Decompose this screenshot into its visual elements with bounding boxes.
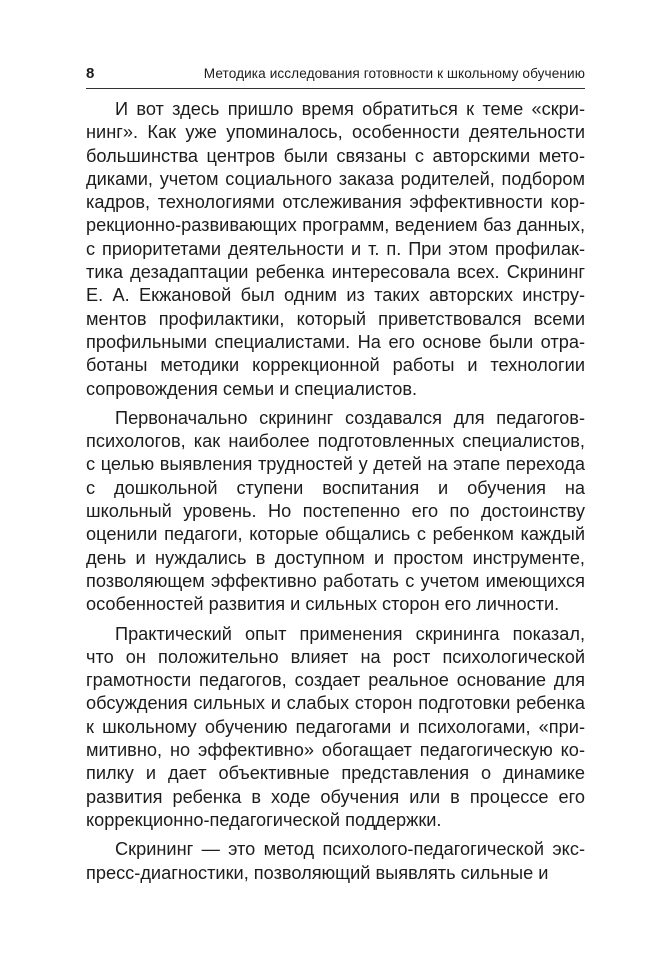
paragraph: Первоначально скрининг создавался для педагоговпсихологов, как наиболее подготовленных специалистов, с целью выявления трудностей у детей на этапе перехода с дошкольной ступени воспитания и обучения на школьный уровень. Но постепенно его по достоинству оценили педагоги, которые общались с ребенком каждый день и нуждались в доступном и простом инструменте, позволяющем эффективно работать с учетом имеющихся особенностей развития и сильных сторон его личности.	[86, 407, 585, 615]
running-title: Методика исследования готовности к школьному обучению	[203, 66, 585, 81]
page-number: 8	[86, 65, 95, 82]
page-header	[86, 64, 585, 89]
paragraph: Практический опыт применения скрининга показал, что он положительно влияет на рост психологической грамотности педагогов, создает реальное основание для обсуждения сильных и слабых сторон подготовки ребенка к школьному обучению педагогами и психологами, «примитивно, но эффективно» обогащает педагогическую копилку и дает объективные представления о динамике развития ребенка в ходе обучения или в процессе его коррекционно-педагогической поддержки.	[86, 623, 585, 830]
paragraph: Скрининг — это метод психолого-педагогической экспресс-диагностики, позволяющий выявлять сильные и	[86, 839, 585, 883]
body-text	[86, 98, 585, 891]
paragraph: И вот здесь пришло время обратиться к теме «скрининг». Как уже упоминалось, особенности деятельности большинства центров были связаны с авторскими методиками, учетом социального заказа родителей, подбором кадров, технологиями отслеживания эффективности коррекционно-развивающих программ, ведением баз данных, с приоритетами деятельности и т. п. При этом профилактика дезадаптации ребенка интересовала всех. Скрининг Е. А. Екжановой был одним из таких авторских инструментов профилактики, который приветствовался всеми профильными специалистами. На его основе были отработаны методики коррекционной работы и технологии сопровождения семьи и специалистов.	[86, 99, 585, 399]
